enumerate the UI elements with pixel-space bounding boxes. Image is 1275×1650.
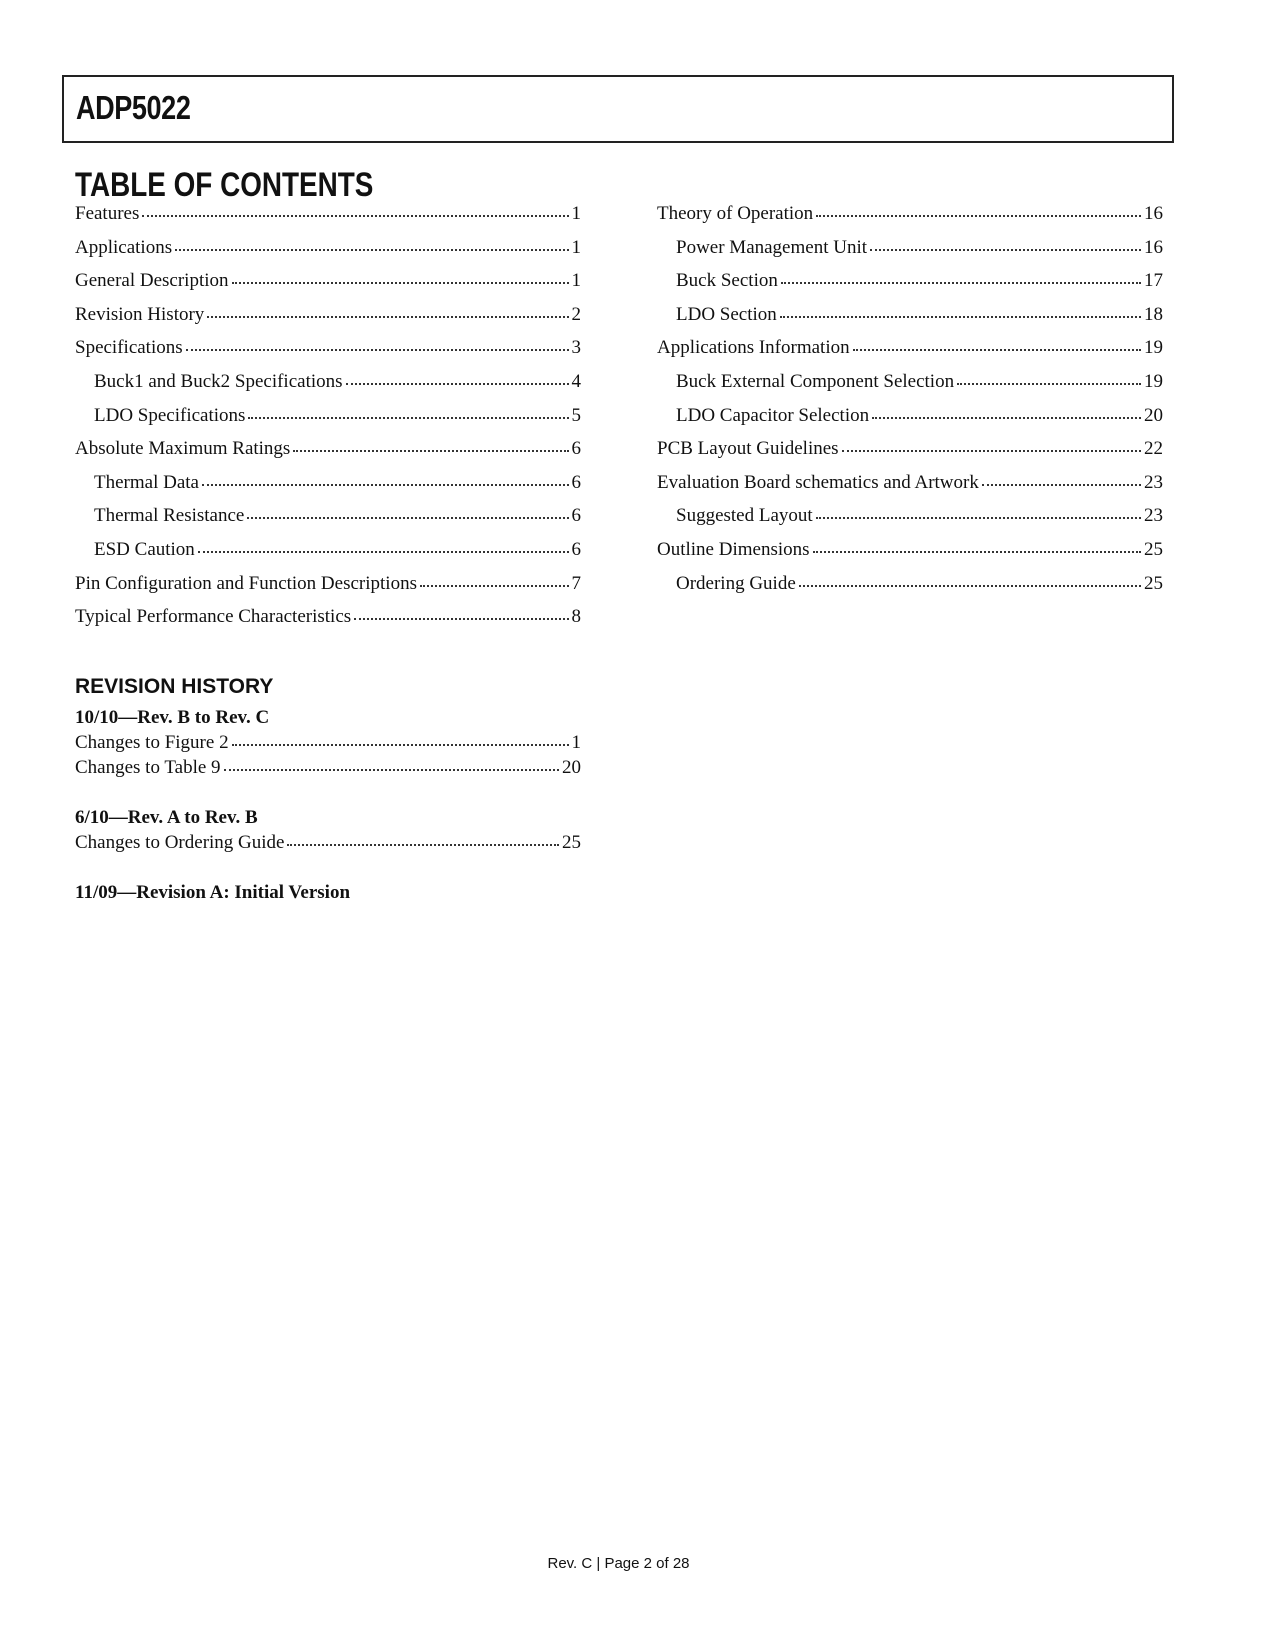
dot-leader xyxy=(870,247,1141,251)
toc-entry-label: Thermal Data xyxy=(94,471,199,493)
toc-column-left xyxy=(75,203,581,640)
revision-change-page: 25 xyxy=(562,832,581,853)
toc-entry-page: 7 xyxy=(571,572,581,594)
toc-entry-page: 18 xyxy=(1144,303,1163,325)
toc-entry-label: Pin Configuration and Function Descriptions xyxy=(75,572,417,594)
toc-entry[interactable] xyxy=(657,539,1163,573)
toc-entry[interactable] xyxy=(657,371,1163,405)
revision-heading: 10/10—Rev. B to Rev. C xyxy=(75,707,270,728)
toc-entry[interactable] xyxy=(75,270,581,304)
dot-leader xyxy=(816,515,1141,519)
page-footer: Rev. C | Page 2 of 28 xyxy=(547,1555,690,1572)
toc-entry-page: 19 xyxy=(1144,337,1163,359)
toc-entry-page: 6 xyxy=(571,538,581,560)
toc-entry-label: Typical Performance Characteristics xyxy=(75,606,352,628)
toc-entry-label: Buck External Component Selection xyxy=(676,370,955,392)
toc-entry-label: Suggested Layout xyxy=(676,505,813,527)
toc-entry[interactable] xyxy=(657,203,1163,237)
dot-leader xyxy=(872,415,1141,419)
dot-leader xyxy=(186,347,569,351)
revision-change-label: Changes to Table 9 xyxy=(75,757,221,778)
revision-entry xyxy=(75,882,581,907)
dot-leader xyxy=(780,314,1141,318)
dot-leader xyxy=(420,583,569,587)
dot-leader xyxy=(142,213,568,217)
dot-leader xyxy=(354,616,568,620)
revision-heading: 6/10—Rev. A to Rev. B xyxy=(75,807,258,828)
toc-entry-page: 1 xyxy=(571,236,581,258)
revision-change-row[interactable] xyxy=(75,757,581,782)
toc-entry-label: Absolute Maximum Ratings xyxy=(75,438,291,460)
dot-leader xyxy=(202,482,569,486)
toc-entry-page: 22 xyxy=(1144,438,1163,460)
toc-entry-page: 20 xyxy=(1144,404,1163,426)
toc-entry[interactable] xyxy=(657,304,1163,338)
dot-leader xyxy=(248,415,568,419)
toc-entry-label: Specifications xyxy=(75,337,183,359)
dot-leader xyxy=(957,381,1141,385)
toc-entry[interactable] xyxy=(657,405,1163,439)
toc-entry-page: 6 xyxy=(571,471,581,493)
toc-entry-page: 23 xyxy=(1144,471,1163,493)
revision-heading: 11/09—Revision A: Initial Version xyxy=(75,882,351,903)
revision-entry xyxy=(75,707,581,782)
revision-change-row[interactable] xyxy=(75,832,581,857)
dot-leader xyxy=(293,448,568,452)
toc-entry[interactable] xyxy=(75,304,581,338)
toc-entry-label: Power Management Unit xyxy=(676,236,868,258)
toc-entry-page: 2 xyxy=(571,303,581,325)
toc-entry-label: Outline Dimensions xyxy=(657,538,810,560)
toc-entry-page: 6 xyxy=(571,505,581,527)
toc-entry-label: LDO Section xyxy=(676,303,777,325)
toc-entry-label: PCB Layout Guidelines xyxy=(657,438,839,460)
toc-entry[interactable] xyxy=(657,438,1163,472)
revision-history-title: REVISION HISTORY xyxy=(75,675,274,698)
toc-entry[interactable] xyxy=(657,472,1163,506)
toc-entry[interactable] xyxy=(75,337,581,371)
toc-entry-page: 1 xyxy=(571,270,581,292)
toc-entry[interactable] xyxy=(75,573,581,607)
toc-entry-page: 17 xyxy=(1144,270,1163,292)
revision-change-page: 1 xyxy=(571,732,581,753)
toc-entry-label: LDO Specifications xyxy=(94,404,246,426)
dot-leader xyxy=(232,742,569,746)
toc-entry-label: Revision History xyxy=(75,303,205,325)
toc-entry[interactable] xyxy=(75,438,581,472)
toc-entry-page: 4 xyxy=(571,370,581,392)
toc-entry-page: 23 xyxy=(1144,505,1163,527)
revision-change-label: Changes to Ordering Guide xyxy=(75,832,285,853)
toc-column-right xyxy=(657,203,1163,606)
toc-entry[interactable] xyxy=(75,505,581,539)
toc-entry-label: Applications xyxy=(75,236,173,258)
toc-entry[interactable] xyxy=(75,606,581,640)
toc-entry-page: 5 xyxy=(571,404,581,426)
toc-entry-label: Theory of Operation xyxy=(657,203,814,224)
dot-leader xyxy=(224,767,559,771)
toc-title: TABLE OF CONTENTS xyxy=(75,166,374,204)
revision-entry xyxy=(75,807,581,857)
revision-change-page: 20 xyxy=(562,757,581,778)
toc-entry-page: 16 xyxy=(1144,236,1163,258)
toc-entry-page: 19 xyxy=(1144,370,1163,392)
dot-leader xyxy=(853,347,1141,351)
part-number: ADP5022 xyxy=(76,89,191,126)
revision-change-label: Changes to Figure 2 xyxy=(75,732,229,753)
toc-entry[interactable] xyxy=(657,573,1163,607)
toc-entry-label: Buck Section xyxy=(676,270,778,292)
toc-entry-label: Thermal Resistance xyxy=(94,505,245,527)
toc-entry-page: 1 xyxy=(571,203,581,224)
dot-leader xyxy=(175,247,568,251)
toc-entry-label: Buck1 and Buck2 Specifications xyxy=(94,370,343,392)
dot-leader xyxy=(799,583,1141,587)
toc-entry-label: Ordering Guide xyxy=(676,572,796,594)
toc-entry-page: 3 xyxy=(571,337,581,359)
dot-leader xyxy=(232,280,569,284)
dot-leader xyxy=(198,549,569,553)
toc-entry[interactable] xyxy=(657,505,1163,539)
toc-entry[interactable] xyxy=(657,237,1163,271)
dot-leader xyxy=(247,515,568,519)
toc-entry[interactable] xyxy=(657,270,1163,304)
toc-entry[interactable] xyxy=(75,371,581,405)
toc-entry-label: LDO Capacitor Selection xyxy=(676,404,870,426)
toc-entry-label: Applications Information xyxy=(657,337,850,359)
header-box xyxy=(62,75,1174,143)
toc-entry[interactable] xyxy=(75,539,581,573)
toc-entry-page: 6 xyxy=(571,438,581,460)
dot-leader xyxy=(813,549,1141,553)
dot-leader xyxy=(207,314,568,318)
toc-entry[interactable] xyxy=(75,405,581,439)
dot-leader xyxy=(287,842,559,846)
toc-entry-label: ESD Caution xyxy=(94,538,195,560)
toc-entry-label: Features xyxy=(75,203,140,224)
toc-entry[interactable] xyxy=(75,237,581,271)
toc-entry-label: Evaluation Board schematics and Artwork xyxy=(657,471,979,493)
toc-entry[interactable] xyxy=(75,472,581,506)
dot-leader xyxy=(982,482,1141,486)
toc-entry[interactable] xyxy=(657,337,1163,371)
dot-leader xyxy=(346,381,569,385)
toc-entry-page: 25 xyxy=(1144,572,1163,594)
toc-entry-page: 16 xyxy=(1144,203,1163,224)
dot-leader xyxy=(781,280,1141,284)
revision-change-row[interactable] xyxy=(75,732,581,757)
toc-entry-page: 25 xyxy=(1144,538,1163,560)
toc-entry-page: 8 xyxy=(571,606,581,628)
dot-leader xyxy=(816,213,1141,217)
dot-leader xyxy=(842,448,1141,452)
toc-entry-label: General Description xyxy=(75,270,229,292)
toc-entry[interactable] xyxy=(75,203,581,237)
